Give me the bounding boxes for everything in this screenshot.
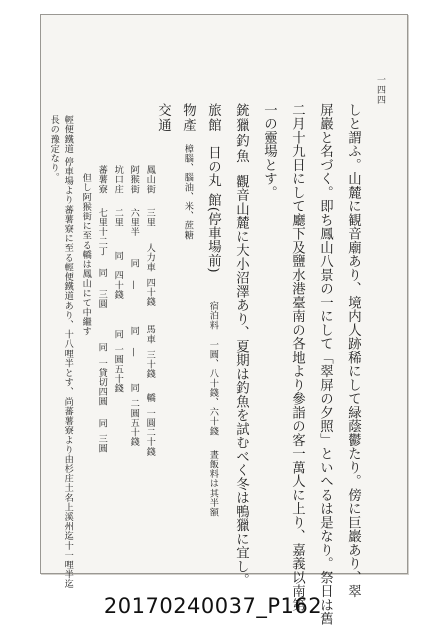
text-column: 一の靈場とす。 — [261, 103, 277, 200]
section-heading-inn: 旅館 — [205, 103, 221, 134]
rickshaw-fare: 三圓 — [96, 289, 108, 309]
carriage-fare: 一貸切四圓 — [96, 358, 108, 407]
section-heading-hunting: 銃獵釣魚 — [233, 103, 249, 165]
route-destination: 蕃薯寮 — [96, 165, 108, 194]
hunting-section — [234, 103, 247, 587]
rickshaw-fare: 四十錢 — [112, 270, 124, 300]
route-row — [97, 165, 106, 453]
route-destination: 坑口庄 — [112, 165, 124, 194]
inn-rate-note: 晝飯料は其半額 — [207, 449, 219, 517]
route-distance: 二里 — [112, 207, 124, 228]
palanquin-fare: 一圓二十錢 — [144, 408, 156, 457]
text-column: 屏巖と名づく。即ち鳳山八景の一にして「翠屏の夕照」といへるは是なり。祭日は舊 — [317, 103, 333, 626]
rickshaw-label: 人力車 — [144, 243, 156, 272]
palanquin-fare: 二圓五十錢 — [128, 398, 140, 447]
palanquin-label: 同 — [96, 418, 108, 428]
rickshaw-fare: — — [128, 280, 140, 290]
catalog-id: 20170240037_P162 — [103, 594, 323, 618]
route-row — [145, 165, 154, 456]
route-note: 但し阿猴街に至る轎は鳳山にて中繼す — [80, 173, 92, 337]
route-distance: 三里 — [144, 207, 156, 228]
text-column: しと謂ふ。山麓に観音廟あり、境内人跡稀にして緑蔭鬱たり。傍に巨巖あり、翠 — [345, 103, 361, 598]
section-heading-products: 物產 — [180, 103, 196, 134]
section-heading-transport: 交通 — [155, 103, 171, 134]
route-distance: 七里十二丁 — [96, 207, 108, 256]
route-distance: 六里半 — [128, 207, 140, 237]
rickshaw-label: 同 — [128, 258, 140, 269]
route-destination: 鳳山街 — [144, 165, 156, 194]
footnote: 長の豫定なり。 — [48, 115, 60, 183]
page-number: 一四四 — [375, 75, 385, 105]
carriage-label: 同 — [96, 342, 108, 353]
palanquin-label: 同 — [128, 383, 140, 393]
transport-section — [156, 103, 169, 134]
rickshaw-label: 同 — [96, 267, 108, 278]
products-section — [181, 103, 194, 240]
inn-rate-label: 宿泊料 — [207, 300, 219, 330]
rickshaw-label: 同 — [112, 251, 124, 261]
carriage-label: 同 — [128, 325, 140, 336]
inn-section — [206, 103, 219, 517]
text-column: 二月十九日にして廳下及鹽水港臺南の各地より參詣の客一萬人に上り、嘉義以南第 — [289, 103, 305, 612]
rickshaw-fare: 四十錢 — [144, 277, 156, 307]
palanquin-label: 轎 — [144, 392, 156, 403]
products-list: 樟腦、腦油、米、蔗糖 — [182, 143, 194, 240]
carriage-label: 同 — [112, 329, 124, 340]
palanquin-fare: 三圓 — [96, 433, 108, 454]
route-row — [129, 165, 138, 447]
carriage-fare: 三十錢 — [144, 349, 156, 379]
inn-note: 館(停車場前) — [205, 193, 221, 273]
carriage-label: 馬車 — [144, 324, 156, 344]
hunting-text: 觀音山麓に大小沼澤あり、夏期は釣魚を試むべく冬は鴨獵に宜し。 — [233, 174, 249, 588]
route-destination: 阿猴街 — [128, 165, 140, 194]
route-row — [113, 165, 122, 393]
footnote: 輕便鐵道 停車場より蕃薯寮に至る輕便鐵道あり、十八哩半とす、尚蕃薯寮より由杉庄土名上溪州迄十一哩半迄 — [62, 115, 74, 589]
carriage-fare: 一圓五十錢 — [112, 345, 124, 394]
inn-name: 日の丸 — [205, 145, 221, 188]
carriage-fare: — — [128, 347, 140, 358]
inn-rate: 一圓、八十錢、六十錢 — [207, 339, 219, 436]
